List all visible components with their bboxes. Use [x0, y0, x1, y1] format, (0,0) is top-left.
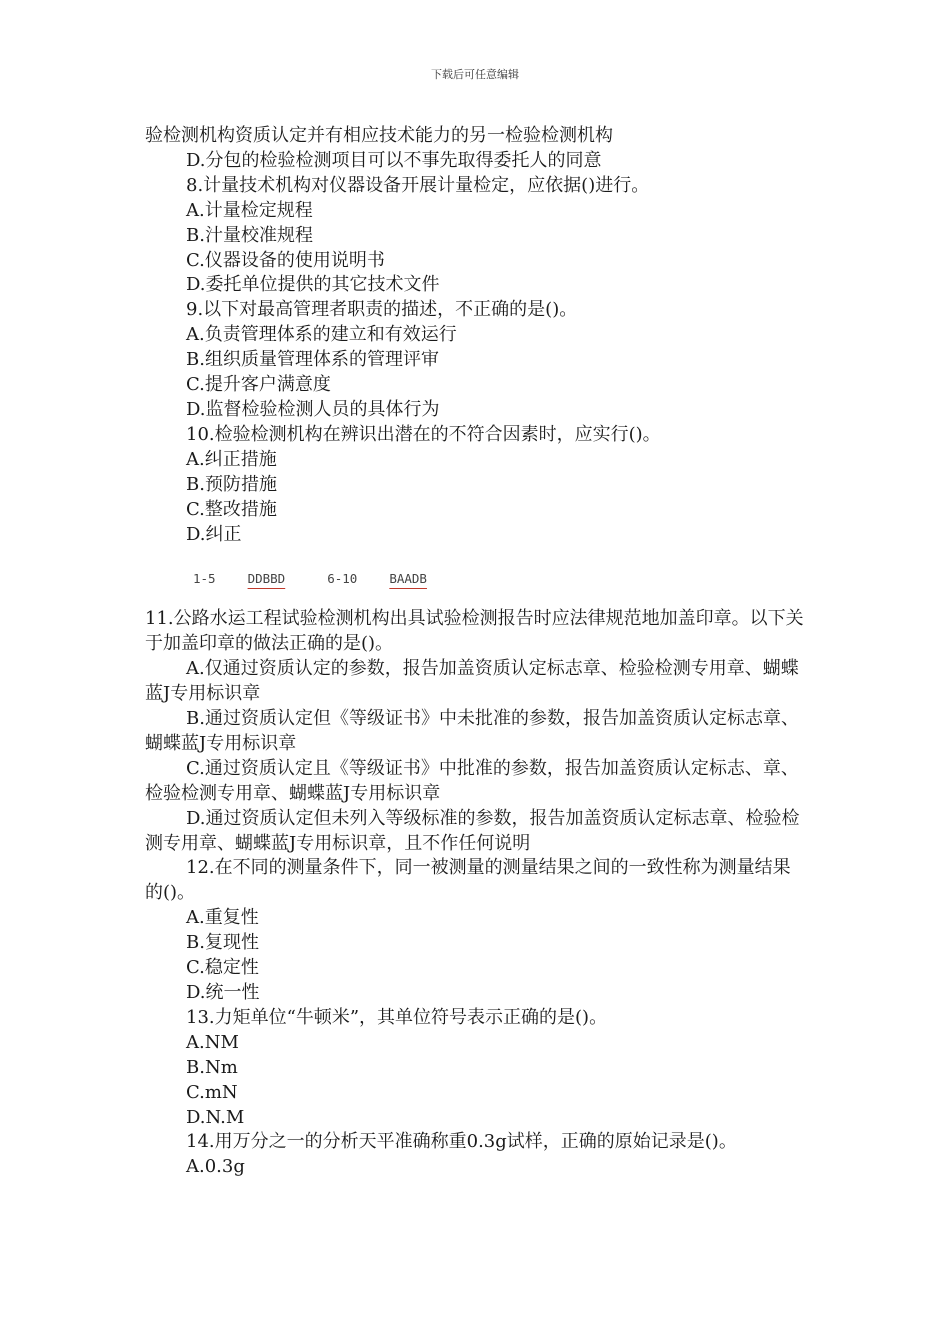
questions-11-14	[145, 607, 805, 1180]
text-line: B.预防措施	[186, 473, 277, 495]
text-line: A.计量检定规程	[186, 199, 313, 221]
text-line: 14.用万分之一的分析天平准确称重0.3g试样，正确的原始记录是()。	[186, 1131, 737, 1153]
text-line: 11.公路水运工程试验检测机构出具试验检测报告时应法律规范地加盖印章。以下关于加盖印章的做法正确的是()。	[145, 608, 804, 655]
answer-range-2: 6-10	[327, 570, 358, 586]
document-body	[145, 124, 805, 1180]
text-line: B.通过资质认定但《等级证书》中未批准的参数，报告加盖资质认定标志章、蝴蝶蓝J专用标识章	[145, 708, 799, 754]
text-line: A.负责管理体系的建立和有效运行	[186, 324, 457, 346]
text-line: 9.以下对最高管理者职责的描述，不正确的是()。	[186, 299, 578, 321]
answer-range-1: 1-5	[193, 570, 216, 586]
text-line: C.mN	[186, 1081, 238, 1103]
text-line: 验检测机构资质认定并有相应技术能力的另一检验检测机构	[145, 125, 613, 146]
text-line: C.稳定性	[186, 957, 259, 979]
text-line: 12.在不同的测量条件下，同一被测量的测量结果之间的一致性称为测量结果的()。	[145, 857, 791, 904]
text-line: C.提升客户满意度	[186, 374, 331, 396]
text-line: D.委托单位提供的其它技术文件	[186, 274, 440, 296]
text-line: 8.计量技术机构对仪器设备开展计量检定，应依据()进行。	[186, 174, 650, 196]
text-line: B.Nm	[186, 1056, 238, 1078]
answer-letters-1: DDBBD	[247, 570, 286, 586]
text-line: D.通过资质认定但未列入等级标准的参数，报告加盖资质认定标志章、检验检测专用章、蝴蝶蓝J专用标识章，且不作任何说明	[145, 807, 800, 854]
text-line: D.纠正	[186, 523, 242, 545]
text-line: B.复现性	[186, 932, 259, 954]
page-header: 下载后可任意编辑	[431, 68, 519, 81]
text-line: D.N.M	[186, 1106, 245, 1128]
text-line: C.整改措施	[186, 498, 277, 520]
text-line: A.重复性	[186, 907, 259, 929]
text-line: A.纠正措施	[186, 448, 277, 470]
questions-8-10	[145, 124, 805, 547]
text-line: D.统一性	[186, 982, 260, 1003]
text-line: A.NM	[186, 1031, 239, 1053]
text-line: 10.检验检测机构在辨识出潜在的不符合因素时，应实行()。	[186, 423, 661, 445]
answer-key	[193, 563, 805, 593]
text-line: B.汁量校准规程	[186, 224, 313, 246]
text-line: A.仅通过资质认定的参数，报告加盖资质认定标志章、检验检测专用章、蝴蝶蓝J专用标识章	[145, 658, 799, 705]
answer-letters-2: BAADB	[389, 570, 427, 586]
text-line: B.组织质量管理体系的管理评审	[186, 349, 439, 371]
text-line: D.分包的检验检测项目可以不事先取得委托人的同意	[186, 149, 602, 171]
text-line: A.0.3g	[186, 1156, 245, 1178]
text-line: 13.力矩单位“牛顿米”，其单位符号表示正确的是()。	[186, 1006, 608, 1028]
text-line: C.仪器设备的使用说明书	[186, 249, 385, 271]
text-line: C.通过资质认定且《等级证书》中批准的参数，报告加盖资质认定标志、章、检验检测专用章、蝴蝶蓝J专用标识章	[145, 757, 799, 804]
text-line: D.监督检验检测人员的具体行为	[186, 398, 440, 420]
